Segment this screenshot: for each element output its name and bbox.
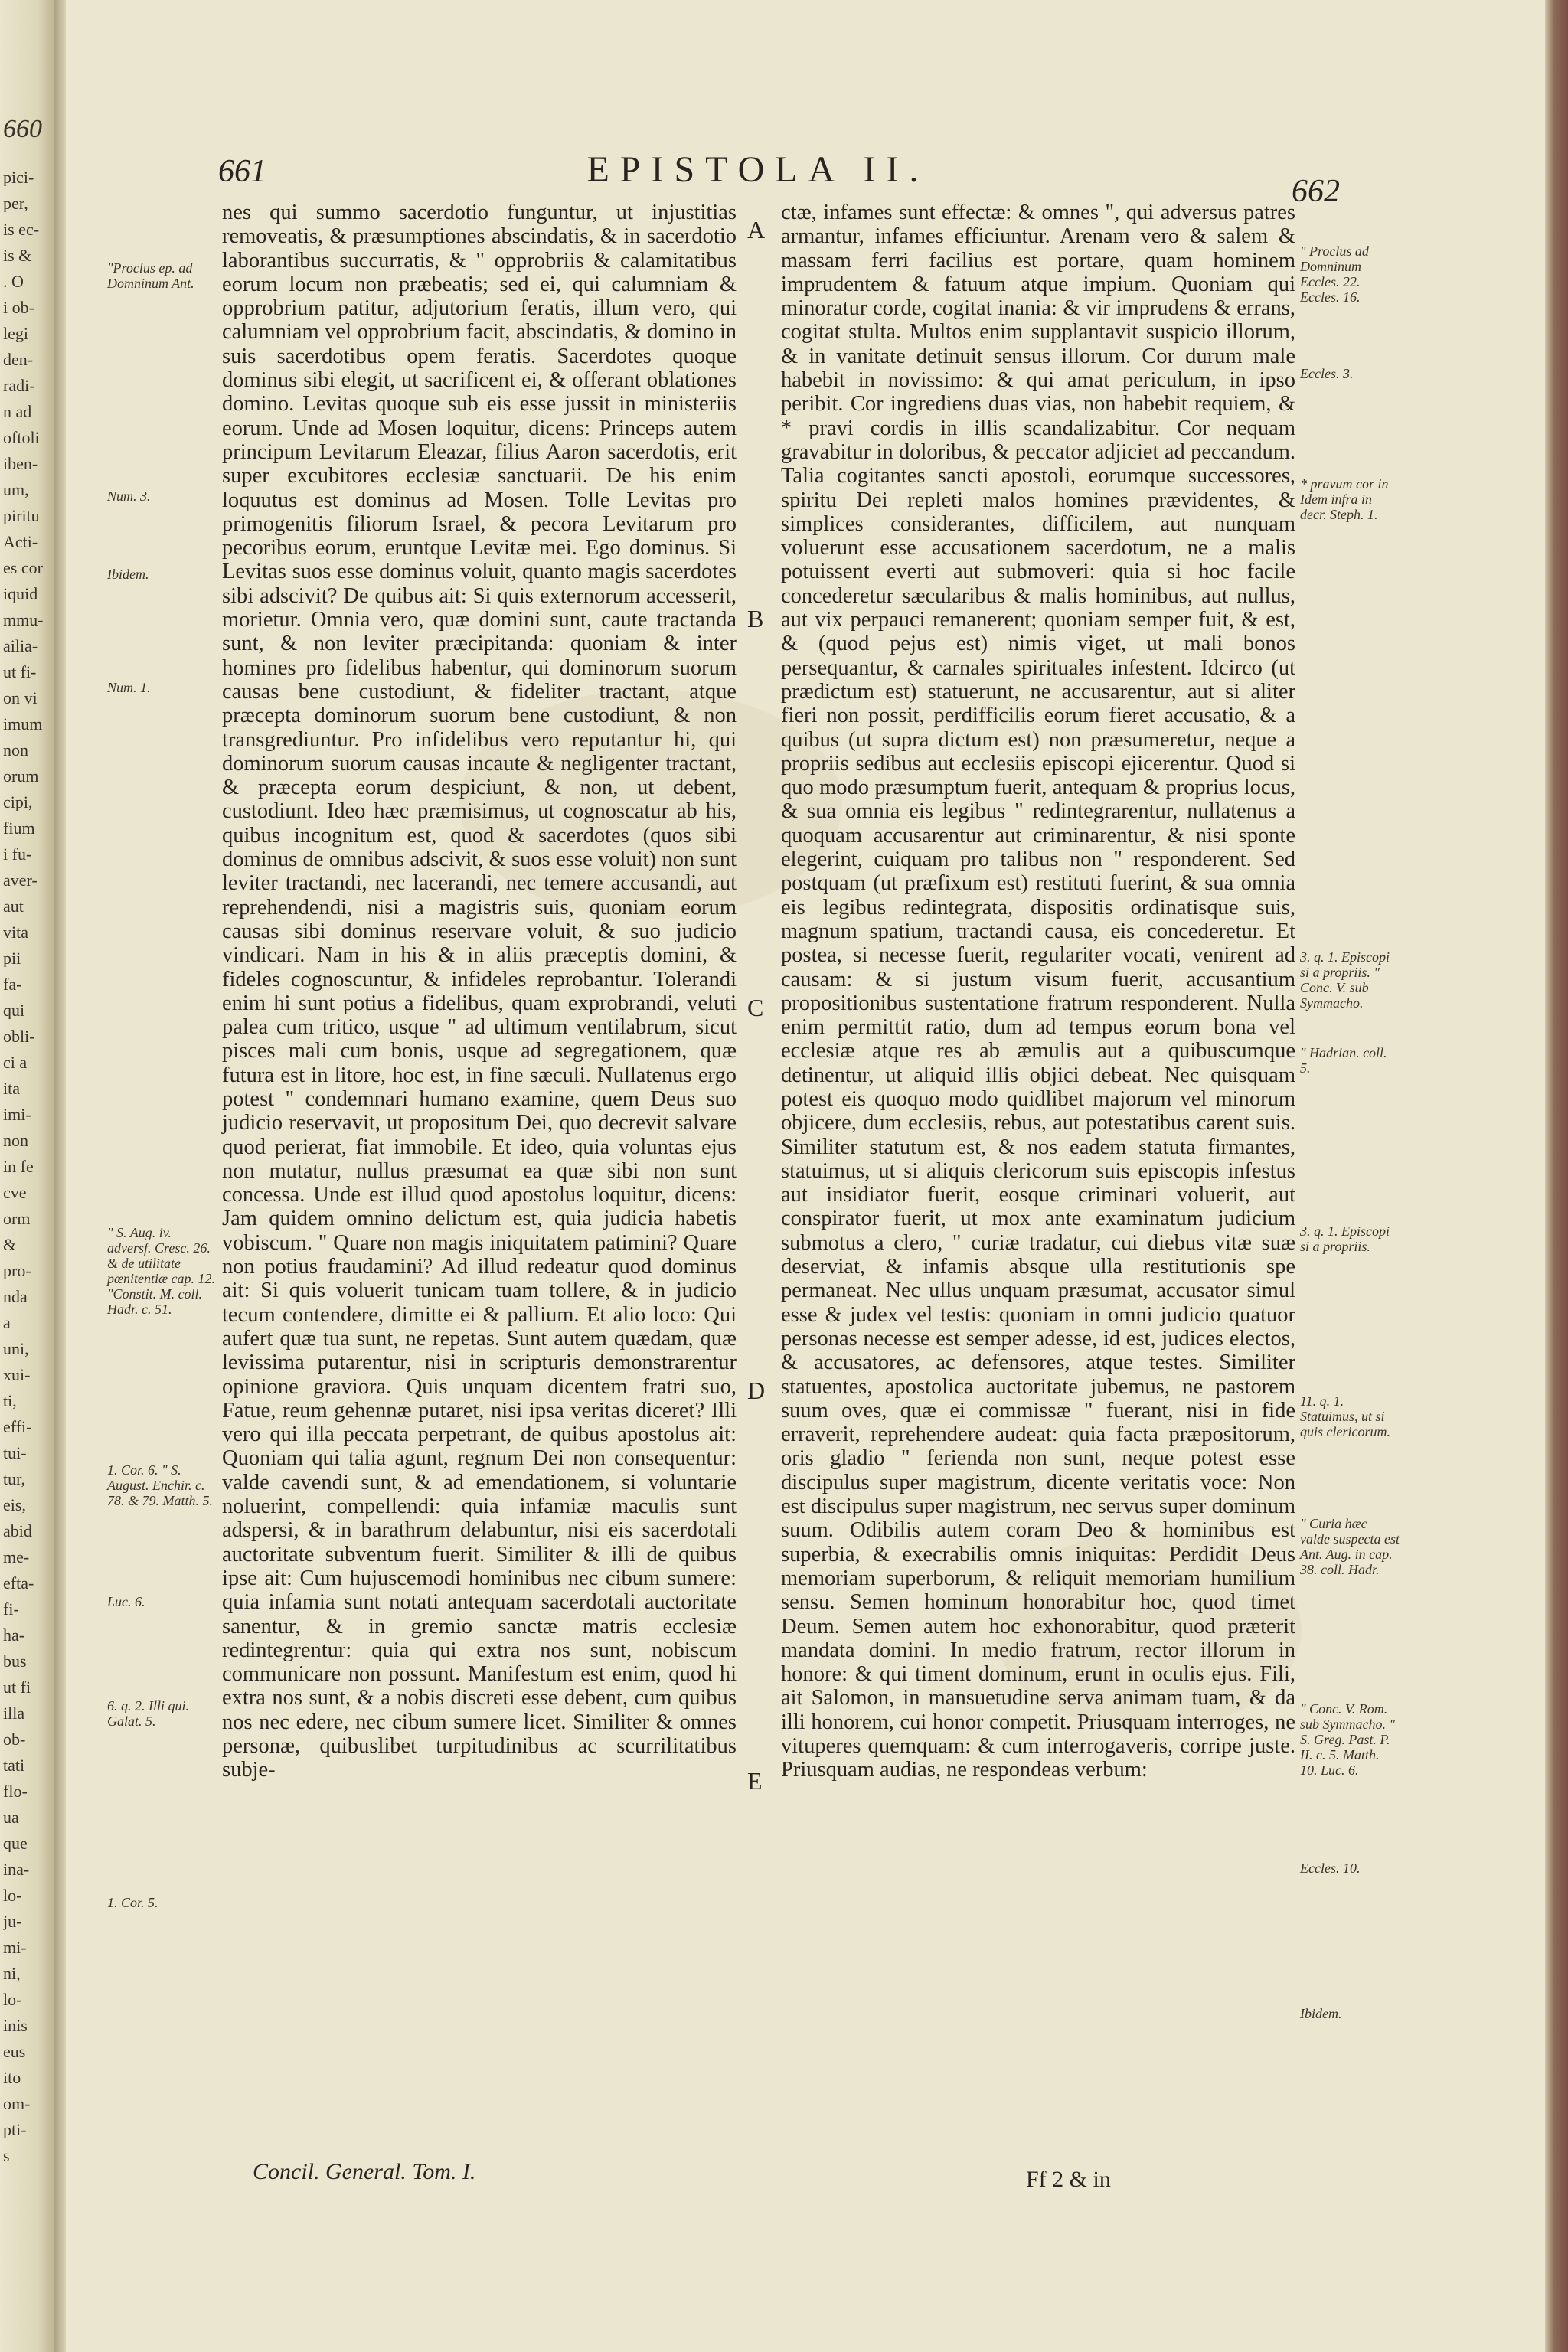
previous-page-fragment: bus <box>3 1652 27 1670</box>
previous-page-fragment: non <box>3 741 28 759</box>
previous-page-fragment: is & <box>3 247 32 264</box>
previous-page-fragment: oftoli <box>3 429 40 446</box>
margin-note-left: 1. Cor. 6. " S. August. Enchir. c. 78. & 79. Matth. 5. <box>107 1462 213 1508</box>
margin-note-right: Ibidem. <box>1300 2006 1342 2021</box>
previous-page-fragment: . O <box>3 273 24 290</box>
margin-note-left: "Proclus ep. ad Domninum Ant. <box>107 260 194 291</box>
previous-page-fragment: efta- <box>3 1574 34 1592</box>
section-letter: C <box>747 994 764 1021</box>
right-text-column <box>781 201 1295 1782</box>
margin-note-left: Num. 3. <box>107 488 151 504</box>
previous-page-fragment: aver- <box>3 871 38 889</box>
previous-page-fragment: per, <box>3 194 28 212</box>
previous-page-fragment: effi- <box>3 1418 32 1436</box>
page-number-left: 661 <box>218 154 266 189</box>
previous-page-fragment: obli- <box>3 1027 35 1045</box>
previous-page-fragment: um, <box>3 481 29 498</box>
previous-page-fragment: ut fi <box>3 1678 31 1696</box>
margin-note-left: 6. q. 2. Illi qui. Galat. 5. <box>107 1698 189 1729</box>
previous-page-fragment: legi <box>3 325 28 342</box>
previous-page-fragment: ut fi- <box>3 663 37 681</box>
footer-signature <box>253 2159 475 2185</box>
previous-page-fragment: ua <box>3 1808 19 1826</box>
previous-page-fragment: tui- <box>3 1444 27 1462</box>
margin-note-right: " Conc. V. Rom. sub Symmacho. " S. Greg. Past. P. II. c. 5. Matth. 10. Luc. 6. <box>1300 1701 1396 1778</box>
previous-page-fragment: qui <box>3 1001 25 1019</box>
book-gutter <box>54 0 66 2352</box>
previous-page-fragment: lo- <box>3 1886 22 1904</box>
previous-page-fragment: mi- <box>3 1939 27 1956</box>
previous-page-fragment: es cor <box>3 559 43 577</box>
margin-note-left: " S. Aug. iv. adversf. Cresc. 26. & de utilitate pœnitentiæ cap. 12. "Constit. M. coll. Hadr. c. 51. <box>107 1225 215 1317</box>
previous-page-fragment: uni, <box>3 1340 29 1357</box>
previous-page-fragment: imi- <box>3 1106 31 1123</box>
book-binding-edge <box>1545 0 1568 2352</box>
previous-page-fragment: iben- <box>3 455 38 472</box>
left-text-column <box>222 201 737 1782</box>
previous-page-fragment: piritu <box>3 507 40 524</box>
previous-page-fragment: illa <box>3 1704 25 1722</box>
previous-page-fragment: non <box>3 1132 28 1149</box>
page-header <box>214 138 1340 209</box>
previous-page-fragment: tati <box>3 1756 25 1774</box>
previous-page-fragment: ju- <box>3 1913 22 1930</box>
section-letter: D <box>747 1377 766 1404</box>
footer-catchword: Ff 2 & in <box>1026 2167 1111 2192</box>
previous-page-fragment: om- <box>3 2095 31 2112</box>
previous-page-fragment: s <box>3 2147 10 2164</box>
previous-page-fragment: in fe <box>3 1158 34 1175</box>
previous-page-fragment: flo- <box>3 1782 28 1800</box>
footer-left-text: Concil. General. Tom. I. <box>253 2159 476 2184</box>
previous-page-fragment: radi- <box>3 377 35 394</box>
previous-page-fragment: pti- <box>3 2121 27 2138</box>
section-letter: A <box>747 216 766 243</box>
previous-page-fragment: imum <box>3 715 43 733</box>
previous-page-fragment: ita <box>3 1080 20 1097</box>
previous-page-fragment: on vi <box>3 689 38 707</box>
margin-note-right: * pravum cor in Idem infra in decr. Steph. 1. <box>1300 476 1389 522</box>
previous-page-fragment: ti, <box>3 1392 17 1410</box>
left-column-text: nes qui summo sacerdotio funguntur, ut injustitias removeatis, & præsumptiones abscindatis, & in sacerdotio laborantibus succurratis, & " opprobriis & calamitatibus eorum locum non præbeatis; sed ei, qui calumniam & opprobrium patitur, adjutorium feratis, illum vero, qui calumniam vel opprobrium facit, abscindatis, & domino in suis sacerdotibus opem feratis. Sacerdotes quoque dominus sibi elegit, ut sacrificent ei, & offerant oblationes domino. Levitas quoque sub eis esse jussit in ministeriis eorum. Unde ad Mosen loquitur, dicens: Princeps autem principum Levitarum Eleazar, filius Aaron sacerdotis, erit super excubitores ecclesiæ sanctuarii. De his enim loquutus est dominus ad Mosen. Tolle Levitas pro primogenitis filiorum Israel, & pecora Levitarum pro pecoribus eorum, eruntque Levitæ mei. Ego dominus. Si Levitas suos esse dominus voluit, quanto magis sacerdotes sibi adscivit? De quibus ait: Si quis externorum accesserit, morietur. Omnia vero, quæ domini sunt, caute tractanda sunt, & non leviter præcipitanda: quoniam & inter homines pro fidelibus habentur, qui dominorum suorum causas bene custodiunt, & fideliter tractant, atque præcepta dominorum suorum bene custodiunt, & non transgrediuntur. Pro infidelibus vero reputantur hi, qui dominorum suorum causas incaute & negligenter tractant, & præcepta eorum despiciunt, & non, ut debent, custodiunt. Ideo hæc præmisimus, ut cognoscatur ab his, quibus incognitum est, quod & sacerdotes (quos sibi dominus de omnibus adscivit, & suos esse voluit) non sunt leviter tractandi, nec lacerandi, nec temere accusandi, aut reprehendendi, nisi a magistris suis, quoniam eorum causas sibi dominus reservare voluit, & suo judicio vindicari. Nam in his & in aliis præceptis domini, & fideles cognoscuntur, & infideles reprobantur. Tolerandi enim hi sunt potius a fidelibus, quam exprobrandi, veluti palea cum tritico, usque " ad ultimum ventilabrum, sicut pisces mali cum bonis, usque ad segregationem, quæ futura est in litore, hoc est, in fine sæculi. Nullatenus ergo potest " condemnari humano examine, quem Deus suo judicio reservavit, ut propositum Dei, quo decrevit salvare quod perierat, fiat immobile. Et ideo, quia voluntas ejus non mutatur, nullus præsumat ea quæ sibi non sunt concessa. Unde est illud quod apostolus loquitur, dicens: Jam quidem omnino delictum est, quia judicia habetis vobiscum. " Quare non magis iniquitatem patimini? Quare non potius fraudamini? Ad illud redeatur quod dominus ait: Si quis voluerit tunicam tuam tollere, & in judicio tecum contendere, dimitte ei & pallium. Et alio loco: Qui aufert quæ tua sunt, ne repetas. Sunt autem quædam, quæ levissima putarentur, nisi in scripturis demonstrarentur opinione graviora. Quis unquam dicentem fratri suo, Fatue, reum gehennæ putaret, nisi ipsa veritas diceret? Illi vero qui illa peccata perpetrant, de quibus apostolus ait: Quoniam qui talia agunt, regnum Dei non consequentur: valde cavendi sunt, & ad emendationem, si voluntarie noluerint, compellendi: quia infamiæ maculis sunt adspersi, & in barathrum delabuntur, nisi eis sacerdotali auctoritate subventum fuerit. Similiter & illi de quibus ipse ait: Cum hujuscemodi hominibus nec cibum sumere: quia infamia sunt notati antequam sacerdotali auctoritate sanentur, & in gremio sanctæ matris ecclesiæ redintegrentur: quia qui extra nos sunt, nobiscum communicare non possunt. Manifestum est enim, quod hi extra nos sunt, & a nobis discreti esse debent, cum quibus nos nec edere, nec cibum sumere licet. Similiter & omnes personæ, quibuslibet turpitudinibus ac scurrilitatibus subje- <box>222 201 737 1782</box>
previous-page-fragment: eus <box>3 2043 26 2060</box>
previous-page-edge <box>0 0 54 2352</box>
previous-page-fragment: nda <box>3 1288 28 1305</box>
previous-page-fragment: orm <box>3 1210 31 1227</box>
previous-page-fragment: inis <box>3 2017 28 2034</box>
previous-page-fragment: fa- <box>3 975 22 993</box>
previous-page-fragment: i ob- <box>3 299 34 316</box>
margin-note-left: Num. 1. <box>107 680 151 695</box>
previous-page-fragment: ina- <box>3 1860 30 1878</box>
previous-page-fragment: orum <box>3 767 39 785</box>
margin-note-right: " Curia hæc valde suspecta est Ant. Aug. in cap. 38. coll. Hadr. <box>1300 1516 1400 1577</box>
right-column-text: ctæ, infames sunt effectæ: & omnes ", qui adversus patres armantur, infames efficiuntur. Arenam vero & salem & massam ferri facilius est portare, quam hominem imprudentem & fatuum atque impium. Quoniam qui minoratur corde, cogitat inania: & vir imprudens & errans, cogitat stulta. Multos enim supplantavit suspicio illorum, & in vanitate detinuit sensus illorum. Cor durum male habebit in novissimo: & qui amat periculum, in ipso peribit. Cor ingrediens duas vias, non habebit requiem, & * pravi cordis in illis scandalizabitur. Cor nequam gravabitur in doloribus, & peccator adjiciet ad peccandum. Talia cogitantes sancti apostoli, eorumque successores, spiritu Dei repleti malos homines prævidentes, & simplices considerantes, difficilem, aut nunquam voluerunt esse accusationem sacerdotum, ne a malis potuissent everti aut submoveri: quia si hoc facile concederetur sæcularibus & malis hominibus, aut nullus, aut vix perpauci remanerent; quoniam semper fuit, & est, & (quod pejus est) nimis viget, ut mali bonos persequantur, & carnales spirituales infestent. Idcirco (ut prædictum est) statuerunt, ne accusarentur, aut si aliter fieri non possit, perdifficilis eorum fieret accusatio, & a quibus (ut supra dictum est) non præsumeretur, neque a propriis sedibus aut ecclesiis episcopi ejicerentur. Quod si quo modo præsumptum fuerit, antequam & proprius locus, & sua omnia eis legibus " redintegrarentur, nullatenus a quoquam accusarentur aut criminarentur, & nisi sponte elegerint, cuiquam pro talibus non " responderent. Sed postquam (ut præfixum est) restituti fuerint, & sua omnia eis legibus redintegrata, dispositis ordinatisque suis, magnum spatium, tractandi causa, eis concederetur. Et postea, si necesse fuerit, regulariter vocati, venirent ad causam: & si justum visum fuerit, accusantium propositionibus sustentatione fratrum responderent. Nulla enim permittit ratio, dum ad tempus eorum bona vel ecclesiæ atque res ab æmulis aut a quibuscumque detinentur, ut aliquid illis objici debeat. Nec quisquam potest eis quoquo modo quidlibet majorum vel minorum objicere, dum ecclesiis, rebus, aut potestatibus carent suis. Similiter statutum est, & nos eadem statuta firmantes, statuimus, ut si aliquis clericorum suis episcopis infestus aut insidiator fuerit, eosque criminari voluerit, aut conspirator fuerit, ut mox ante examinatum judicium submotus a clero, " curiæ tradatur, cui diebus vitæ suæ deserviat, & infamis absque ulla restitutionis spe permaneat. Nec ullus unquam præsumat, accusator simul esse & judex vel testis: quoniam in omni judicio quatuor personas necesse est semper adesse, id est, judices electos, & accusatores, ac defensores, atque testes. Similiter statuentes, apostolica auctoritate jubemus, ne pastorem suum oves, quæ ei commissæ " fuerant, nisi in fide erraverit, reprehendere audeat: quia facta præpositorum, oris gladio " ferienda non sunt, neque potest esse discipulus super magistrum, dicente veritatis voce: Non est discipulus super magistrum, nec servus super dominum suum. Odibilis autem coram Deo & hominibus est superbia, & execrabilis omnis iniquitas: Perdidit Deus memoriam superborum, & reliquit memoriam humilium sensu. Semen hominum honorabitur hoc, quod timet Deum. Semen autem hoc exhonorabitur, quod præterit mandata domini. In medio fratrum, rector illorum in honore: & qui timent dominum, erunt in oculis ejus. Fili, ait Salomon, in mansuetudine serva animam tuam, & da illi honorem, cui honor competit. Priusquam interroges, ne vituperes quemquam: & cum interrogaveris, corripe juste. Priusquam audias, ne respondeas verbum: <box>781 201 1295 1782</box>
previous-page-fragment: n ad <box>3 403 32 420</box>
previous-page-fragment: iquid <box>3 585 38 603</box>
previous-page-number: 660 <box>3 115 42 143</box>
section-letter: B <box>747 605 764 632</box>
previous-page-fragment: cipi, <box>3 793 33 811</box>
previous-page-fragment: pro- <box>3 1262 31 1279</box>
margin-note-right: " Proclus ad Domninum Eccles. 22. Eccles. 16. <box>1300 243 1369 305</box>
previous-page-fragment: ailia- <box>3 637 38 655</box>
previous-page-fragment: lo- <box>3 1991 22 2008</box>
previous-page-fragment: & <box>3 1236 21 1253</box>
margin-note-left: Luc. 6. <box>107 1594 145 1609</box>
previous-page-fragment: pii <box>3 949 21 967</box>
margin-note-right: Eccles. 10. <box>1300 1860 1361 1876</box>
previous-page-fragment: fium <box>3 819 35 837</box>
previous-page-fragment: i fu- <box>3 845 32 863</box>
previous-page-fragment: mmu- <box>3 611 44 629</box>
previous-page-fragment: ob- <box>3 1730 26 1748</box>
previous-page-fragment: xui- <box>3 1366 31 1383</box>
previous-page-fragment: eis, <box>3 1496 26 1514</box>
previous-page-fragment: fi- <box>3 1600 19 1618</box>
previous-page-fragment: vita <box>3 923 28 941</box>
previous-page-fragment: ci a <box>3 1054 28 1071</box>
margin-note-left: 1. Cor. 5. <box>107 1895 158 1910</box>
previous-page-fragment: Acti- <box>3 533 38 550</box>
previous-page-fragment: ito <box>3 2069 21 2086</box>
previous-page-fragment: pici- <box>3 168 34 186</box>
previous-page-fragment: aut <box>3 897 24 915</box>
page-title: EPISTOLA II. <box>586 149 929 190</box>
section-letter: E <box>747 1767 763 1795</box>
previous-page-fragment: ha- <box>3 1626 25 1644</box>
margin-note-right: " Hadrian. coll. 5. <box>1300 1045 1387 1076</box>
previous-page-fragment: abid <box>3 1522 32 1540</box>
previous-page-fragment: que <box>3 1834 28 1852</box>
previous-page-fragment: cve <box>3 1184 27 1201</box>
margin-note-right: Eccles. 3. <box>1300 366 1354 381</box>
previous-page-fragment: me- <box>3 1548 30 1566</box>
margin-note-right: 3. q. 1. Episcopi si a propriis. <box>1300 1223 1390 1254</box>
previous-page-fragment: den- <box>3 351 34 368</box>
margin-note-right: 11. q. 1. Statuimus, ut si quis clericorum. <box>1300 1393 1390 1439</box>
previous-page-fragment: a <box>3 1314 11 1331</box>
previous-page-fragment: ni, <box>3 1965 21 1982</box>
previous-page-fragment: is ec- <box>3 220 40 238</box>
page-number-right: 662 <box>1292 174 1340 209</box>
margin-note-right: 3. q. 1. Episcopi si a propriis. " Conc. V. sub Symmacho. <box>1300 949 1390 1011</box>
previous-page-fragment: tur, <box>3 1470 26 1488</box>
margin-note-left: Ibidem. <box>107 567 149 582</box>
